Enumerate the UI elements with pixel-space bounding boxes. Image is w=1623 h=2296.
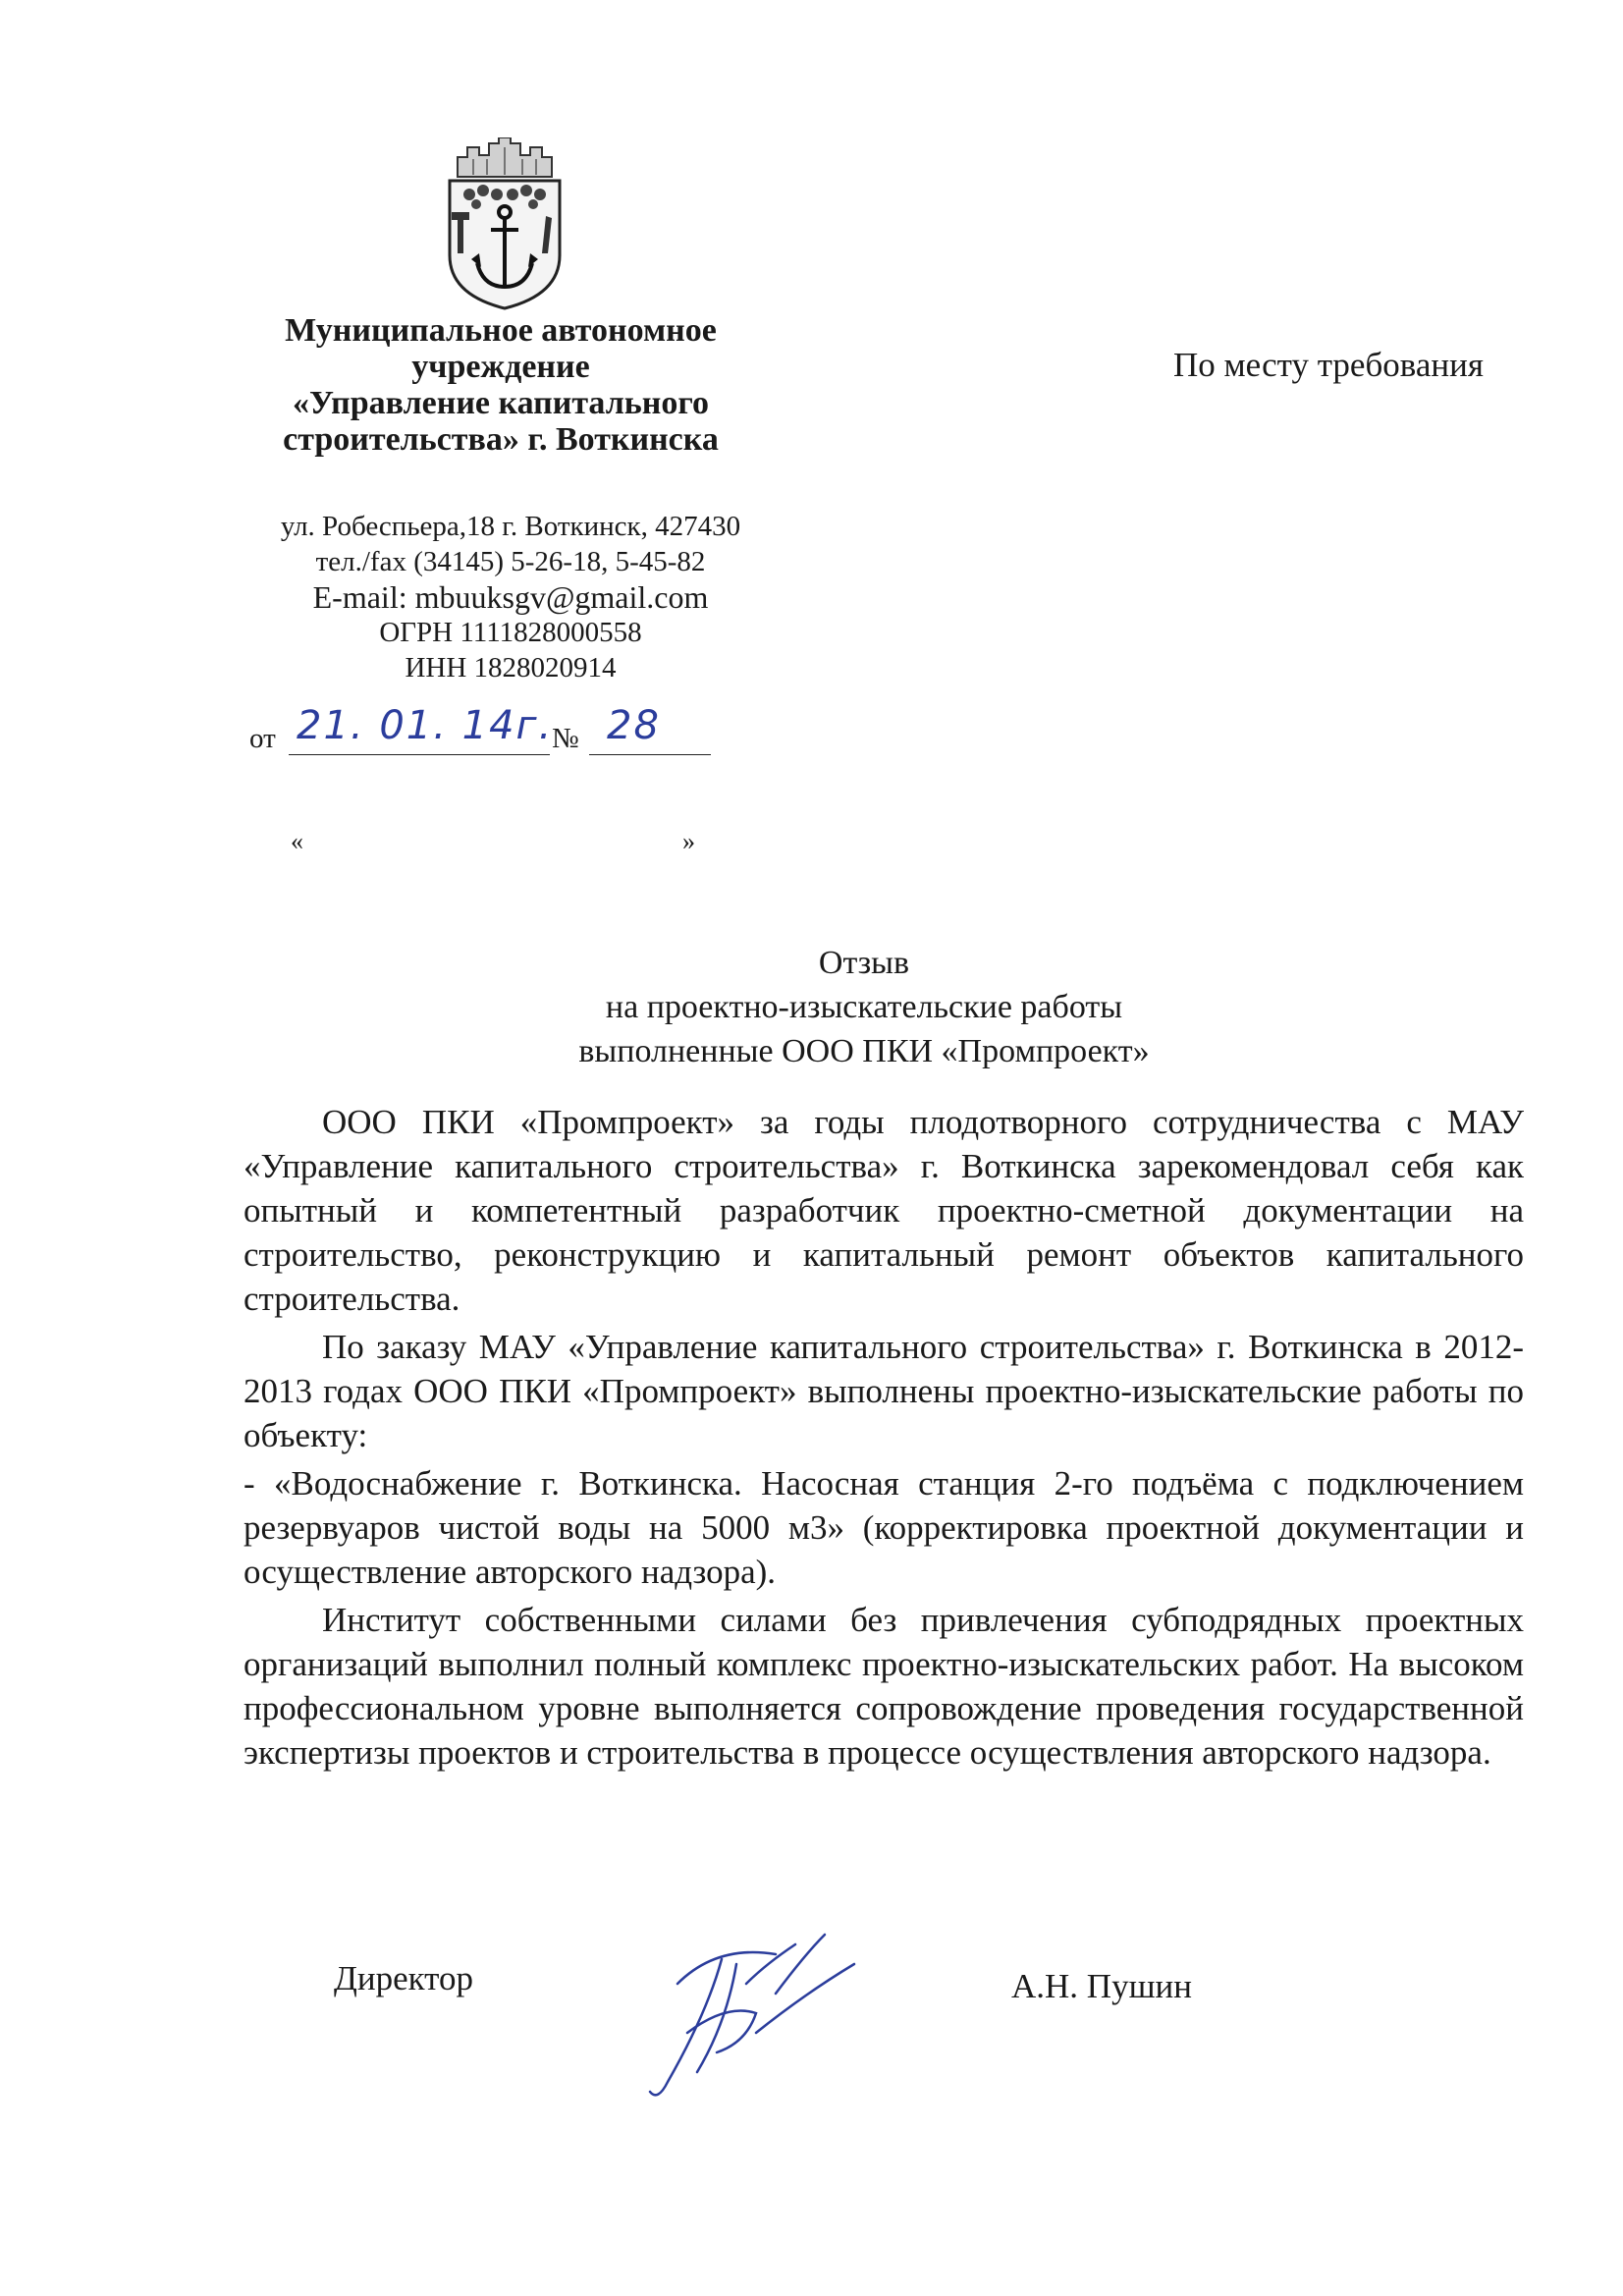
address: ул. Робеспьера,18 г. Воткинск, 427430 [280,511,741,542]
paragraph-3: - «Водоснабжение г. Воткинска. Насосная станция 2-го подъёма с подключением резервуаров чистой воды на 5000 м3» (корректировка проектной документации и осуществление авторского надзора). [243,1464,1524,1591]
email: E-mail: mbuuksgv@gmail.com [312,579,709,615]
signatory-position: Директор [334,1959,474,1997]
paragraph-4: Институт собственными силами без привлечения субподрядных проектных организаций выполнил полный комплекс проектно-изыскательских работ. На высоком профессиональном уровне выполняется сопровождение проведения государственной экспертизы проектов и строительства в процессе осуществления авторского надзора. [243,1601,1524,1772]
date-handwritten: 21. 01. 14г. [297,703,554,748]
open-quote: « [291,827,303,855]
organization-name: Муниципальное автономное учреждение «Управление капитального строительства» г. Воткинска [283,312,719,458]
inn: ИНН 1828020914 [405,652,617,683]
handwritten-signature-icon [628,1925,864,2106]
title-line-3: выполненные ООО ПКИ «Промпроект» [578,1033,1150,1069]
document-title [471,941,1257,1073]
paragraph-2: По заказу МАУ «Управление капитального строительства» г. Воткинска в 2012-2013 годах ООО ПКИ «Промпроект» выполнены проектно-изыскательские работы по объекту: [243,1328,1524,1454]
registration-line [249,703,721,758]
number-handwritten: 28 [607,703,661,748]
document-body [243,1100,1524,1778]
number-label: № [552,723,579,754]
signatory-name: А.Н. Пушин [1011,1967,1192,2005]
date-underline [289,754,550,755]
contact-block [245,509,776,685]
recipient: По месту требования [1173,346,1484,384]
ogrn: ОГРН 1111828000558 [379,617,642,648]
title-line-2: на проектно-изыскательские работы [605,989,1123,1025]
paragraph-1: ООО ПКИ «Промпроект» за годы плодотворного сотрудничества с МАУ «Управление капитального строительства» г. Воткинска зарекомендовал себя как опытный и компетентный разработчик проектно-сметной документации на строительство, реконструкцию и капитальный ремонт объектов капитального строительства. [243,1103,1524,1318]
date-label: от [249,723,276,754]
title-line-1: Отзыв [818,945,910,981]
coat-of-arms-icon [444,137,566,310]
close-quote: » [682,827,695,855]
phone: тел./fax (34145) 5-26-18, 5-45-82 [315,546,706,577]
number-underline [589,754,711,755]
